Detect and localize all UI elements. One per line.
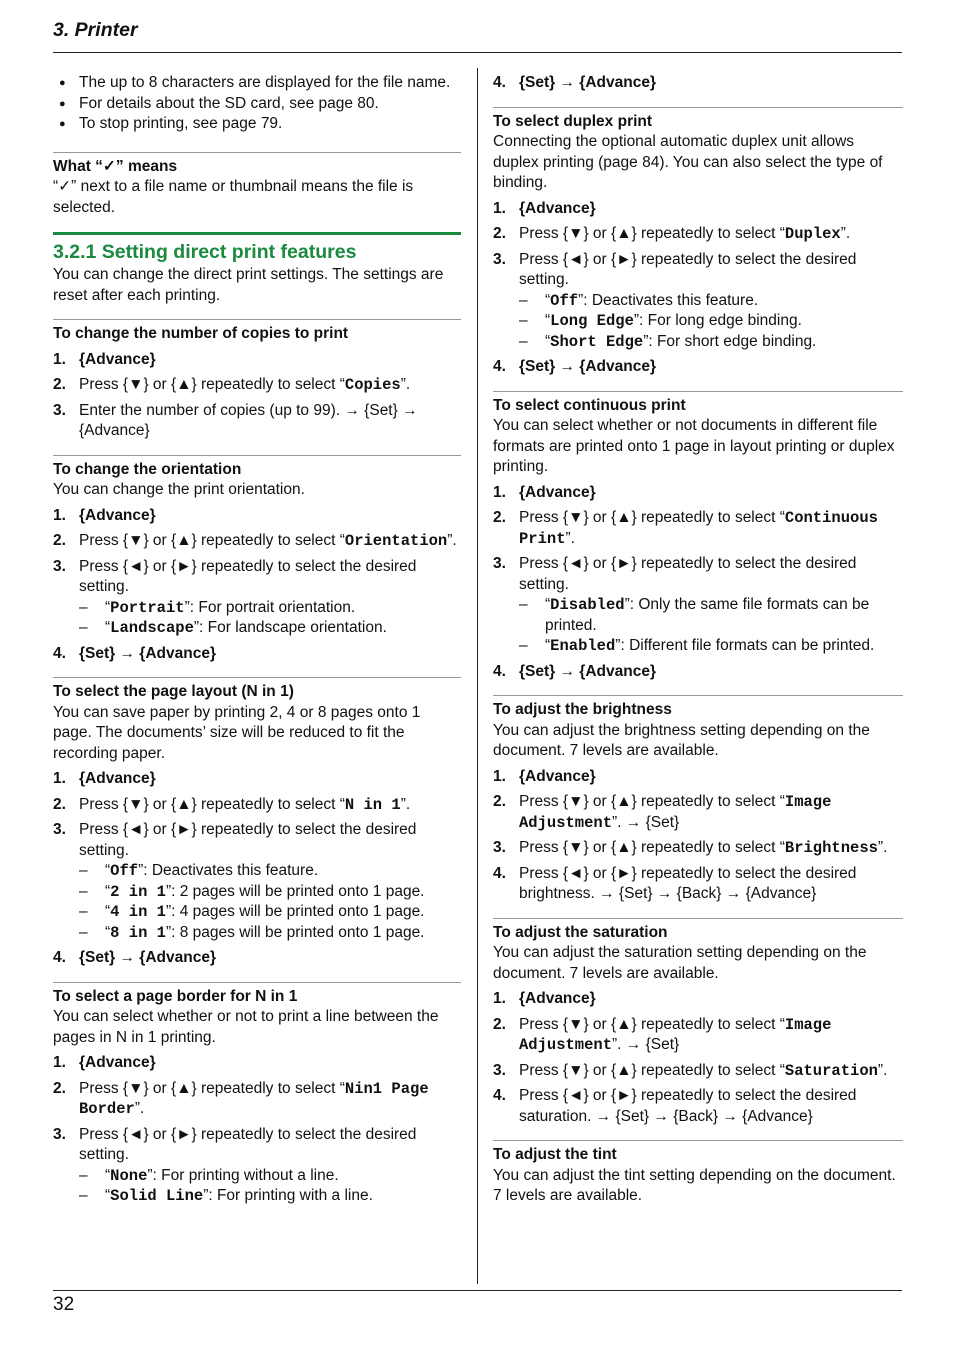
section-title: To adjust the brightness [493,701,672,718]
continuous-section [493,391,903,683]
step: 4. {Set} → {Advance} [53,644,216,662]
step: 4. {Set} → {Advance} [493,662,656,680]
step: 4. {Set} → {Advance} [53,949,216,966]
bullet-item: ● For details about the SD card, see page 80. [53,94,461,115]
option-item: – “Portrait”: For portrait orientation. [79,598,461,619]
duplex-section [493,107,903,378]
section-title: To change the number of copies to print [53,325,349,342]
option-item: – “Off”: Deactivates this feature. [79,861,461,882]
step: 1. {Advance} [493,199,596,217]
section-intro: You can select whether or not documents in different file formats are printed onto 1 page in layout printing or duplex printing. [493,417,895,475]
option-item: – “Short Edge”: For short edge binding. [519,332,903,353]
step: 3. Press {◄} or {►} repeatedly to select the desired setting. – “Disabled”: Only the same file formats can be printed. – “Enabled”: Different file formats can be printed. [493,554,903,657]
step: 1. {Advance} [53,506,156,524]
step: 2. Press {▼} or {▲} repeatedly to select “Image Adjustment”. → {Set} [493,793,832,832]
step: 4. Press {◄} or {►} repeatedly to select the desired brightness. → {Set} → {Back} → {Advance} [493,864,857,902]
footer-rule [53,1290,902,1291]
bullet-item: ● The up to 8 characters are displayed for the file name. [53,73,461,94]
step: 2. Press {▼} or {▲} repeatedly to select “Continuous Print”. [493,509,878,548]
step: 4. {Set} → {Advance} [493,74,656,91]
option-item: – “8 in 1”: 8 pages will be printed onto 1 page. [79,923,461,944]
bullet-item: ● To stop printing, see page 79. [53,114,461,135]
step: 3. Press {◄} or {►} repeatedly to select the desired setting. – “Off”: Deactivates this feature. – “2 in 1”: 2 pages will be printed onto 1 page. – “4 in 1”: 4 pages will be printed onto 1 page. – “8 in 1”: 8 pages will be printed onto 1 page. [53,820,461,943]
page-header: 3. Printer [53,19,138,41]
step: 1. {Advance} [493,483,596,501]
saturation-section [493,918,903,1128]
step: 1. {Advance} [53,1054,156,1071]
option-item: – “None”: For printing without a line. [79,1166,461,1187]
left-column [53,73,461,1207]
step: 3. Enter the number of copies (up to 99). → {Set} → {Advance} [53,401,418,439]
section-intro: You can change the print orientation. [53,481,305,498]
option-item: – “Enabled”: Different file formats can be printed. [519,636,903,657]
section-title: To select continuous print [493,396,686,414]
step: 2. Press {▼} or {▲} repeatedly to select “Orientation”. [53,532,457,550]
step: 1. {Advance} [493,990,596,1007]
section-intro: You can save paper by printing 2, 4 or 8 pages onto 1 page. The documents’ size will be reduced to fit the recording paper. [53,703,421,762]
step: 3. Press {◄} or {►} repeatedly to select the desired setting. – “Off”: Deactivates this feature. – “Long Edge”: For long edge binding. – “Short Edge”: For short edge binding. [493,250,903,353]
step: 3. Press {▼} or {▲} repeatedly to select “Brightness”. [493,839,888,857]
step: 2. Press {▼} or {▲} repeatedly to select “Nin1 Page Border”. [53,1079,429,1118]
check-section [53,152,461,219]
section-intro: Connecting the optional automatic duplex unit allows duplex printing (page 84). You can also select the type of binding. [493,133,883,191]
option-item: – “Solid Line”: For printing with a line. [79,1186,461,1207]
step: 3. Press {◄} or {►} repeatedly to select the desired setting. – “Portrait”: For portrait orientation. – “Landscape”: For landscape orientation. [53,557,461,639]
option-item: – “2 in 1”: 2 pages will be printed onto 1 page. [79,882,461,903]
orientation-section [53,455,461,665]
tint-section [493,1140,903,1207]
section-title: To select duplex print [493,112,653,130]
copies-section [53,319,461,442]
section-intro: You can adjust the tint setting depending on the document. 7 levels are available. [493,1166,896,1204]
page-number: 32 [53,1294,75,1315]
step: 2. Press {▼} or {▲} repeatedly to select “Duplex”. [493,225,851,243]
option-item: – “Long Edge”: For long edge binding. [519,311,903,332]
section-title: To select a page border for N in 1 [53,987,298,1005]
option-item: – “4 in 1”: 4 pages will be printed onto 1 page. [79,902,461,923]
subsection-title: 3.2.1 Setting direct print features [53,232,461,265]
step: 1. {Advance} [53,770,156,787]
step: 2. Press {▼} or {▲} repeatedly to select “Copies”. [53,376,411,394]
step: 1. {Advance} [493,767,596,785]
bullet-list [53,73,461,135]
step: 2. Press {▼} or {▲} repeatedly to select “Image Adjustment”. → {Set} [493,1015,832,1054]
section-title: To adjust the tint [493,1146,617,1163]
section-intro: You can adjust the brightness setting depending on the document. 7 levels are available. [493,721,870,759]
option-item: – “Landscape”: For landscape orientation. [79,618,461,639]
section-title: To adjust the saturation [493,923,668,941]
step: 1. {Advance} [53,350,156,368]
subsection-intro: You can change the direct print settings. The settings are reset after each printing. [53,266,444,304]
section-title: To change the orientation [53,460,242,478]
header-rule [53,52,902,53]
brightness-section [493,695,903,905]
option-item: – “Disabled”: Only the same file formats can be printed. [519,595,903,636]
option-item: – “Off”: Deactivates this feature. [519,291,903,312]
border-section [53,982,461,1207]
layout-section [53,677,461,969]
step: 4. Press {◄} or {►} repeatedly to select the desired saturation. → {Set} → {Back} → {Advance} [493,1087,857,1125]
step: 3. Press {◄} or {►} repeatedly to select the desired setting. – “None”: For printing without a line. – “Solid Line”: For printing with a line. [53,1125,461,1207]
section-intro: You can select whether or not to print a line between the pages in N in 1 printing. [53,1008,439,1046]
section-title: What “✓” means [53,157,178,175]
column-divider [477,68,478,1284]
step: 2. Press {▼} or {▲} repeatedly to select “N in 1”. [53,795,411,814]
section-title: To select the page layout (N in 1) [53,683,294,700]
section-intro: You can adjust the saturation setting depending on the document. 7 levels are available. [493,944,867,982]
step: 4. {Set} → {Advance} [493,358,656,375]
step: 3. Press {▼} or {▲} repeatedly to select “Saturation”. [493,1061,888,1080]
right-column [493,73,903,1207]
section-body: “✓” next to a file name or thumbnail means the file is selected. [53,178,414,216]
